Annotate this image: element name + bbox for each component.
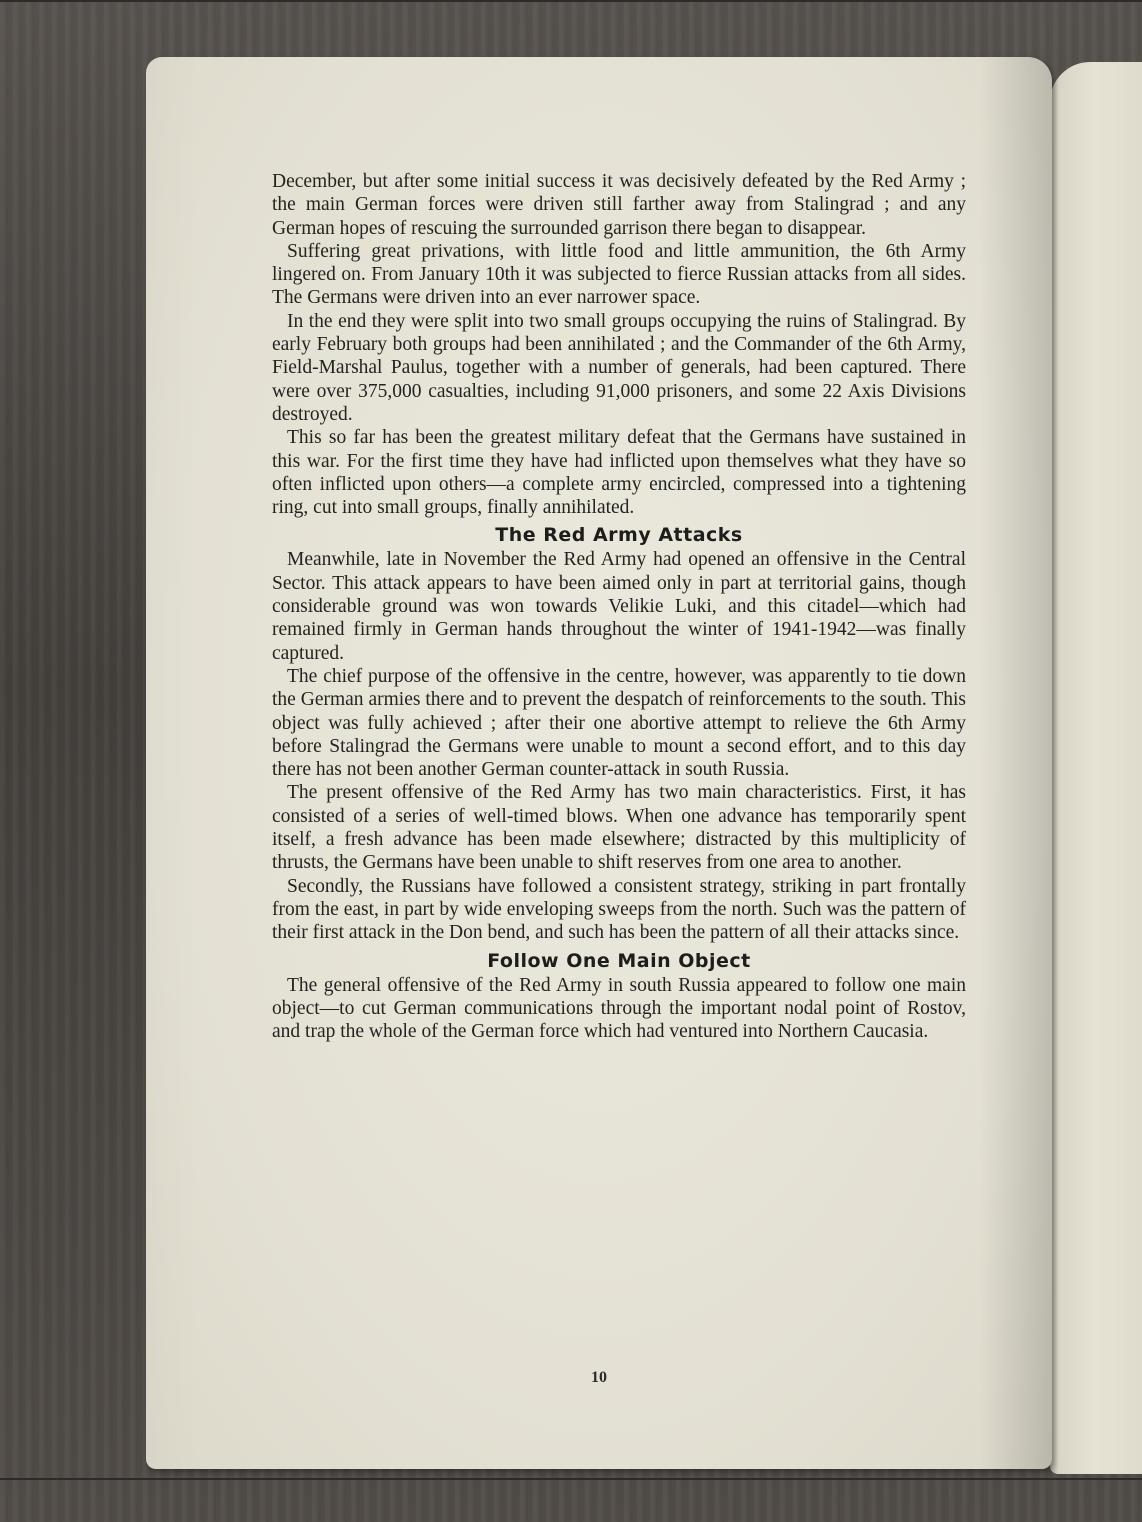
paragraph: Secondly, the Russians have followed a consistent strategy, striking in part frontally from the east, in part by wide enveloping sweeps from the north. Such was the pattern of their first attack in the Don bend, and such has been the pattern of all their attacks since. [272, 875, 966, 944]
paragraph: In the end they were split into two small groups occupying the ruins of Stalingrad. By early February both groups had been annihilated ; and the Commander of the 6th Army, Field-Marshal Paulus, together with a number of generals, had been captured. There were over 375,000 casualties, including 91,000 prisoners, and some 22 Axis Divisions destroyed. [272, 310, 966, 425]
paragraph: The chief purpose of the offensive in the centre, however, was apparently to tie down the German armies there and to prevent the despatch of reinforcements to the south. This object was fully achieved ; after their one abortive attempt to relieve the 6th Army before Stalingrad the Germans were unable to mount a second effort, and to this day there has not been another German counter-attack in south Russia. [272, 665, 966, 781]
table-plank-seam [0, 0, 1142, 2]
table-plank-seam [0, 1478, 1142, 1480]
paragraph: The present offensive of the Red Army has two main characteristics. First, it has consisted of a series of well-timed blows. When one advance has temporarily spent itself, a fresh advance has been made elsewhere; distracted by this multiplicity of thrusts, the Germans have been unable to shift reserves from one area to another. [272, 782, 966, 874]
section-heading: The Red Army Attacks [495, 524, 743, 547]
paragraph: This so far has been the greatest military defeat that the Germans have sustained in this war. For the first time they have had inflicted upon themselves what they have so often inflicted upon others—a complete army encircled, compressed into a tightening ring, cut into small groups, finally annihilated. [272, 427, 966, 519]
paragraph: Suffering great privations, with little food and little ammunition, the 6th Army lingered on. From January 10th it was subjected to fierce Russian attacks from all sides. The Germans were driven into an ever narrower space. [272, 240, 966, 309]
document-page [146, 57, 1052, 1469]
section-heading: Follow One Main Object [487, 949, 751, 972]
page-body-text [272, 170, 966, 1043]
page-number: 10 [591, 1369, 607, 1386]
paragraph: Meanwhile, late in November the Red Army had opened an offensive in the Central Sector. This attack appears to have been aimed only in part at territorial gains, though considerable ground was won towards Velikie Luki, and this citadel—which had remained firmly in German hands throughout the winter of 1941-1942—was finally captured. [272, 549, 966, 664]
paragraph: December, but after some initial success it was decisively defeated by the Red Army ; the main German forces were driven still farther away from Stalingrad ; and any German hopes of rescuing the surrounded garrison there began to disappear. [272, 171, 966, 239]
paragraph: The general offensive of the Red Army in south Russia appeared to follow one main object—to cut German communications through the important nodal point of Rostov, and trap the whole of the German force which had ventured into Northern Caucasia. [272, 974, 966, 1043]
facing-page-edge [1050, 62, 1142, 1474]
